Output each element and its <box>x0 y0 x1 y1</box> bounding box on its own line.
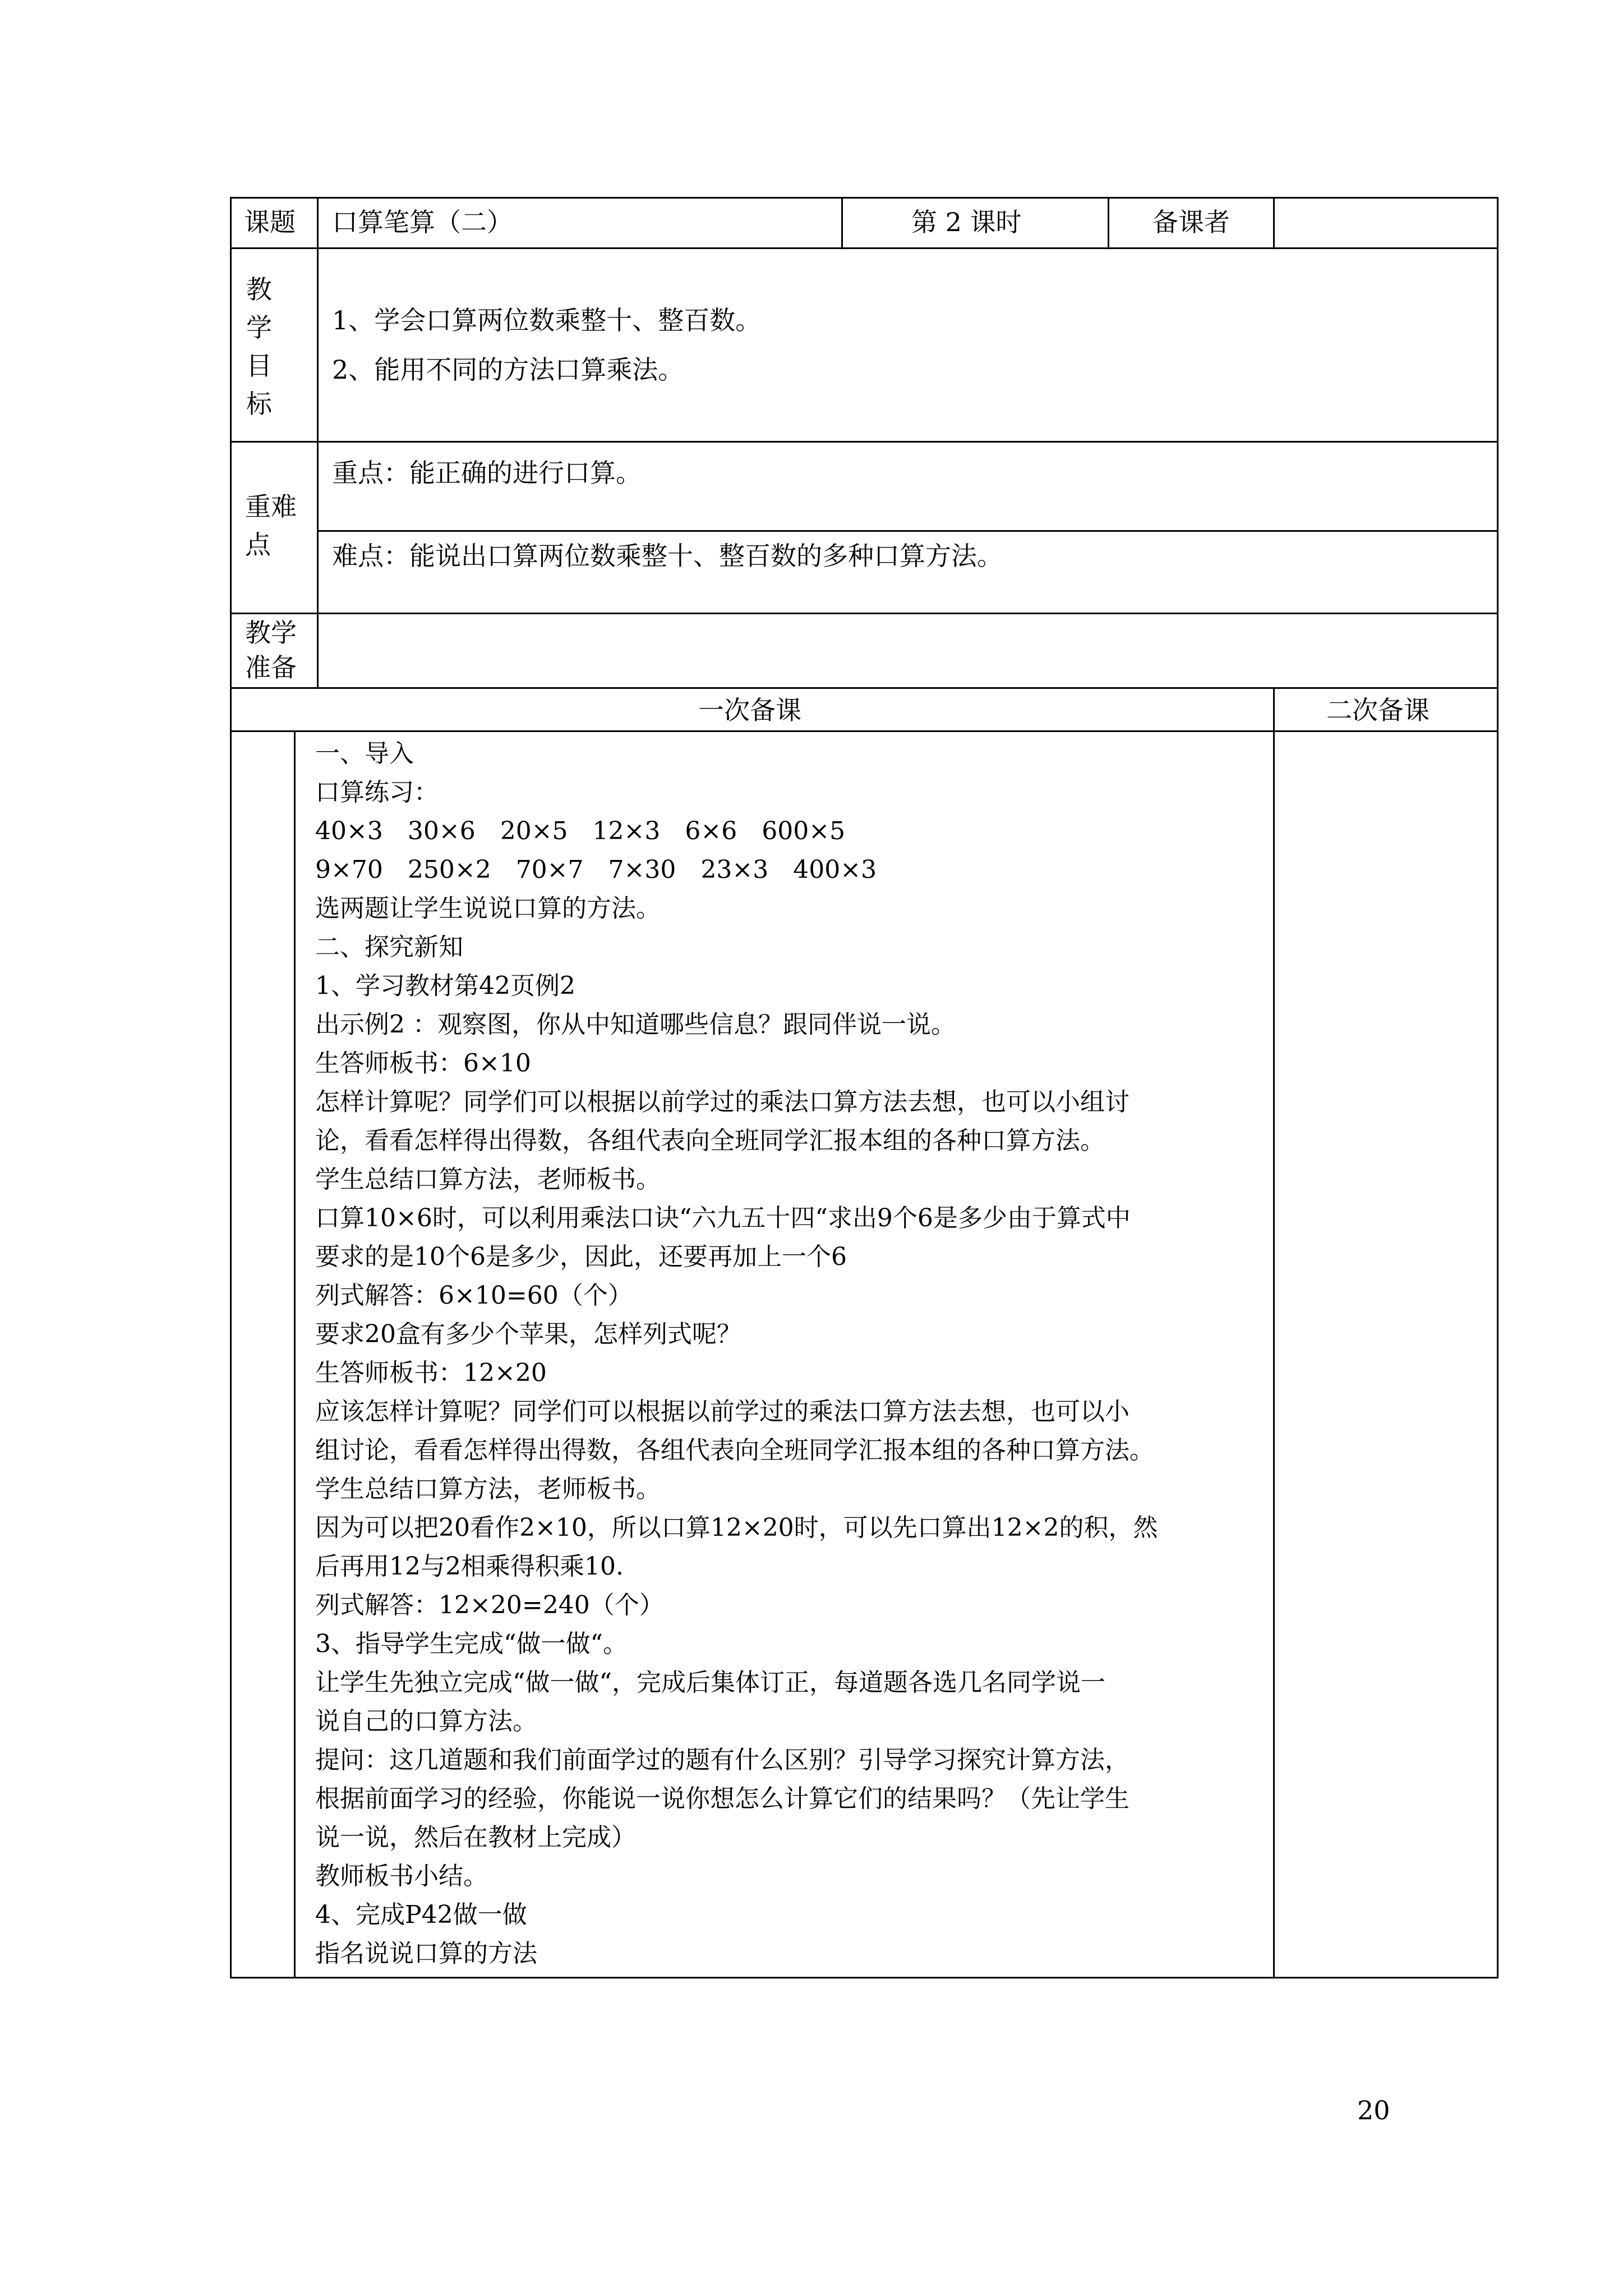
lesson-line: 要求20盒有多少个苹果，怎样列式呢？ <box>315 1320 741 1349</box>
lesson-line: 口算练习： <box>315 778 439 807</box>
objectives-label-char: 学 <box>246 312 272 343</box>
key-points-label-line: 点 <box>245 530 271 560</box>
lesson-line: 要求的是10个6是多少，因此，还要再加上一个6 <box>315 1243 847 1271</box>
lesson-line: 提问：这几道题和我们前面学过的题有什么区别？引导学习探究计算方法， <box>315 1746 1129 1774</box>
lesson-line: 学生总结口算方法，老师板书。 <box>315 1475 661 1503</box>
preparer-label: 备课者 <box>1152 207 1230 237</box>
topic-label: 课题 <box>244 207 296 237</box>
lesson-line: 40×3 30×6 20×5 12×3 6×6 600×5 <box>315 817 846 845</box>
lesson-line: 论，看看怎样得出得数，各组代表向全班同学汇报本组的各种口算方法。 <box>315 1126 1105 1155</box>
lesson-line: 生答师板书：12×20 <box>315 1359 547 1387</box>
second-prep-header: 二次备课 <box>1326 695 1430 725</box>
lesson-line: 生答师板书：6×10 <box>315 1049 531 1078</box>
lesson-line: 指名说说口算的方法 <box>315 1939 537 1968</box>
lesson-line: 二、探究新知 <box>315 933 463 961</box>
lesson-line: 口算10×6时，可以利用乘法口诀“六九五十四“求出9个6是多少由于算式中 <box>315 1204 1131 1232</box>
lesson-line: 应该怎样计算呢？同学们可以根据以前学过的乘法口算方法去想，也可以小 <box>315 1397 1129 1426</box>
lesson-line: 根据前面学习的经验，你能说一说你想怎么计算它们的结果吗？（先让学生 <box>315 1784 1129 1813</box>
objectives-label-char: 标 <box>246 389 272 419</box>
lesson-line: 让学生先独立完成“做一做“，完成后集体订正，每道题各选几名同学说一 <box>315 1668 1105 1697</box>
lesson-line: 出示例2 ：观察图，你从中知道哪些信息？跟同伴说一说。 <box>315 1010 956 1039</box>
lesson-line: 一、导入 <box>315 739 414 768</box>
lesson-line: 列式解答：6×10=60（个） <box>315 1281 633 1310</box>
lesson-line: 9×70 250×2 70×7 7×30 23×3 400×3 <box>315 855 877 884</box>
page-number: 20 <box>1357 2095 1390 2125</box>
lesson-line: 后再用12与2相乘得积乘10. <box>315 1552 624 1581</box>
lesson-line: 3、指导学生完成“做一做“。 <box>315 1630 628 1658</box>
objectives-label-char: 教 <box>246 274 272 305</box>
difficult-point-text: 难点：能说出口算两位数乘整十、整百数的多种口算方法。 <box>332 541 1003 571</box>
lesson-line: 选两题让学生说说口算的方法。 <box>315 894 661 923</box>
key-point-text: 重点：能正确的进行口算。 <box>332 458 642 488</box>
lesson-line: 因为可以把20看作2×10，所以口算12×20时，可以先口算出12×2的积，然 <box>315 1513 1158 1542</box>
lesson-line: 怎样计算呢？同学们可以根据以前学过的乘法口算方法去想，也可以小组讨 <box>315 1088 1129 1116</box>
objective-item: 1、学会口算两位数乘整十、整百数。 <box>332 305 762 335</box>
lesson-line: 说自己的口算方法。 <box>315 1707 537 1736</box>
lesson-line: 列式解答：12×20=240（个） <box>315 1591 664 1619</box>
first-prep-header: 一次备课 <box>698 695 801 725</box>
lesson-line: 组讨论，看看怎样得出得数，各组代表向全班同学汇报本组的各种口算方法。 <box>315 1436 1154 1465</box>
lesson-line: 学生总结口算方法，老师板书。 <box>315 1165 661 1194</box>
preparation-label-line: 教学 <box>245 618 297 648</box>
topic-value: 口算笔算（二） <box>332 207 513 237</box>
lesson-line: 说一说，然后在教材上完成） <box>315 1823 636 1852</box>
lesson-line: 4、完成P42做一做 <box>315 1901 527 1929</box>
lesson-line: 教师板书小结。 <box>315 1862 488 1890</box>
objectives-label-char: 目 <box>246 351 272 381</box>
period-label: 第 2 课时 <box>911 207 1022 237</box>
lesson-line: 1、学习教材第42页例2 <box>315 972 575 1000</box>
objective-item: 2、能用不同的方法口算乘法。 <box>332 355 684 385</box>
key-points-label-line: 重难 <box>245 491 297 522</box>
preparation-label-line: 准备 <box>245 652 297 683</box>
